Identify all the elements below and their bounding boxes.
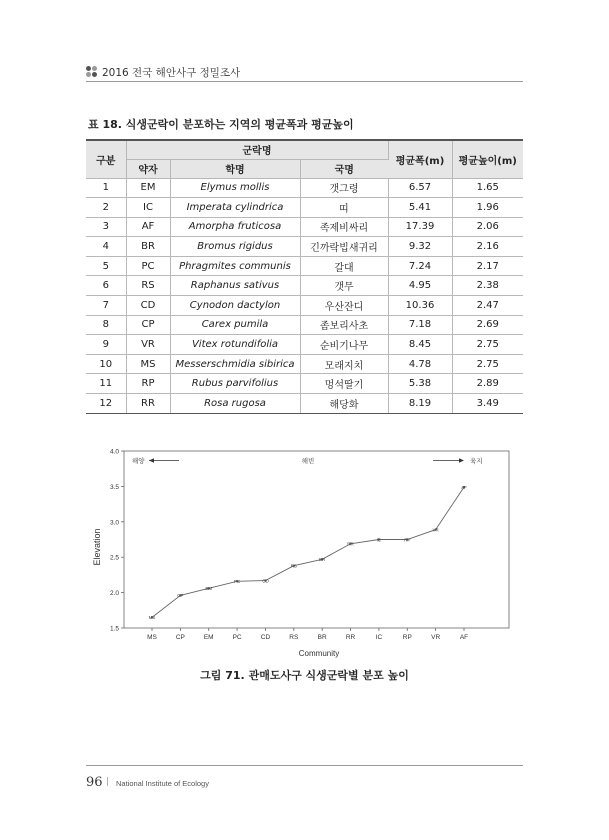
x-tick-label: RR [345, 634, 356, 641]
cell-scientific-name: Vitex rotundifolia [170, 335, 300, 355]
cell-number: 11 [86, 374, 126, 394]
cell-scientific-name: Bromus rigidus [170, 237, 300, 257]
cell-avg-width: 8.19 [388, 394, 452, 414]
x-tick-label: AF [459, 634, 469, 641]
community-table [86, 139, 523, 414]
cell-number: 7 [86, 296, 126, 316]
cell-scientific-name: Messerschmidia sibirica [170, 354, 300, 374]
x-tick-label: CP [175, 634, 185, 641]
x-tick-label: CD [260, 634, 271, 641]
cell-korean-name: 모래지치 [300, 354, 388, 374]
cell-abbr: BR [126, 237, 170, 257]
header-category: 구분 [86, 140, 126, 178]
y-tick-label: 3.0 [109, 519, 119, 527]
header-avg-width: 평균폭(m) [388, 140, 452, 178]
annotation-beach: 해빈 [301, 457, 315, 465]
cell-avg-height: 2.17 [452, 256, 523, 276]
page-number: 96 [86, 775, 103, 790]
cell-avg-height: 2.75 [452, 354, 523, 374]
cell-avg-width: 5.41 [388, 198, 452, 218]
cell-avg-width: 7.24 [388, 256, 452, 276]
cell-avg-height: 1.96 [452, 198, 523, 218]
y-tick-label: 2.0 [109, 590, 119, 598]
table-row [86, 276, 523, 296]
table-row [86, 296, 523, 316]
chart-x-ticks [147, 628, 468, 641]
chart-series-line [152, 487, 464, 617]
footer-rule [86, 765, 523, 766]
y-tick-label: 1.5 [109, 625, 119, 633]
x-tick-label: EM [203, 634, 214, 641]
cell-avg-height: 2.69 [452, 315, 523, 335]
cell-scientific-name: Imperata cylindrica [170, 198, 300, 218]
cell-avg-height: 2.75 [452, 335, 523, 355]
chart-y-ticks [110, 449, 124, 633]
chart-y-axis-label: Elevation [92, 528, 102, 566]
cell-avg-height: 1.65 [452, 178, 523, 198]
running-header [86, 64, 523, 82]
cell-number: 4 [86, 237, 126, 257]
x-tick-label: BR [317, 634, 327, 641]
header-scientific: 학명 [170, 159, 300, 178]
x-tick-label: RP [402, 634, 412, 641]
cell-number: 1 [86, 178, 126, 198]
data-point-label: EM [205, 586, 213, 592]
cell-abbr: MS [126, 354, 170, 374]
cell-scientific-name: Amorpha fruticosa [170, 217, 300, 237]
elevation-chart [86, 446, 523, 661]
x-tick-label: MS [147, 634, 157, 641]
cell-number: 5 [86, 256, 126, 276]
chart-x-axis-label: Community [298, 649, 340, 658]
cell-abbr: PC [126, 256, 170, 276]
data-point-label: CD [262, 578, 269, 584]
cell-avg-height: 2.38 [452, 276, 523, 296]
cell-korean-name: 갈대 [300, 256, 388, 276]
data-point-label: PC [233, 579, 241, 585]
cell-number: 9 [86, 335, 126, 355]
cell-korean-name: 우산잔디 [300, 296, 388, 316]
cell-abbr: AF [126, 217, 170, 237]
table-row [86, 256, 523, 276]
cell-avg-width: 5.38 [388, 374, 452, 394]
data-point-label: VR [432, 527, 439, 533]
cell-abbr: RS [126, 276, 170, 296]
cell-avg-height: 2.89 [452, 374, 523, 394]
cell-abbr: RR [126, 394, 170, 414]
cell-number: 6 [86, 276, 126, 296]
plot-area-border [124, 451, 509, 628]
x-tick-label: IC [375, 634, 383, 641]
arrow-left-icon [149, 458, 154, 462]
table-row [86, 354, 523, 374]
cell-avg-width: 9.32 [388, 237, 452, 257]
cell-scientific-name: Carex pumila [170, 315, 300, 335]
running-header-title: 2016 전국 해안사구 정밀조사 [102, 67, 241, 79]
x-tick-label: RS [289, 634, 299, 641]
cell-scientific-name: Rubus parvifolius [170, 374, 300, 394]
header-avg-height: 평균높이(m) [452, 140, 523, 178]
table-title: 표 18. 식생군락이 분포하는 지역의 평균폭과 평균높이 [88, 118, 354, 131]
y-tick-label: 3.5 [109, 483, 119, 491]
cell-korean-name: 긴까락빕새귀리 [300, 237, 388, 257]
annotation-sea: 해양 [132, 457, 145, 465]
cell-scientific-name: Raphanus sativus [170, 276, 300, 296]
footer-separator: | [106, 777, 110, 787]
data-point-label: MS [148, 615, 156, 621]
data-point-label: RP [404, 537, 411, 543]
table-row [86, 198, 523, 218]
cell-korean-name: 순비기나무 [300, 335, 388, 355]
cell-avg-width: 4.78 [388, 354, 452, 374]
cell-avg-width: 10.36 [388, 296, 452, 316]
data-point-label: BR [319, 557, 326, 563]
table-row [86, 315, 523, 335]
data-point-label: AF [461, 484, 467, 490]
cell-korean-name: 해당화 [300, 394, 388, 414]
cell-korean-name: 갯무 [300, 276, 388, 296]
y-tick-label: 2.5 [109, 554, 119, 562]
cell-korean-name: 좀보리사초 [300, 315, 388, 335]
cell-scientific-name: Rosa rugosa [170, 394, 300, 414]
header-community-group: 군락명 [126, 140, 388, 159]
x-tick-label: PC [232, 634, 242, 641]
cell-scientific-name: Phragmites communis [170, 256, 300, 276]
data-point-label: IC [376, 537, 382, 543]
cell-abbr: IC [126, 198, 170, 218]
series-line [152, 487, 464, 617]
cell-avg-width: 8.45 [388, 335, 452, 355]
cell-korean-name: 갯그령 [300, 178, 388, 198]
cell-abbr: VR [126, 335, 170, 355]
chart-annotations [132, 456, 483, 465]
cell-korean-name: 멍석딸기 [300, 374, 388, 394]
cell-number: 8 [86, 315, 126, 335]
cell-scientific-name: Cynodon dactylon [170, 296, 300, 316]
figure-caption: 그림 71. 관매도사구 식생군락별 분포 높이 [200, 669, 409, 682]
cell-korean-name: 띠 [300, 198, 388, 218]
cell-number: 12 [86, 394, 126, 414]
cell-avg-height: 2.47 [452, 296, 523, 316]
chart-points [149, 485, 467, 620]
cell-abbr: EM [126, 178, 170, 198]
table-row [86, 178, 523, 198]
elevation-chart-svg [86, 446, 523, 661]
table-row [86, 394, 523, 414]
cell-abbr: CD [126, 296, 170, 316]
table-row [86, 237, 523, 257]
cell-number: 10 [86, 354, 126, 374]
chart-frame [124, 451, 509, 628]
x-tick-label: VR [431, 634, 441, 641]
table-body [86, 178, 523, 413]
footer-organization: National Institute of Ecology [116, 779, 209, 788]
cell-scientific-name: Elymus mollis [170, 178, 300, 198]
cell-number: 2 [86, 198, 126, 218]
cell-abbr: RP [126, 374, 170, 394]
annotation-land: 육지 [470, 457, 483, 465]
cell-avg-height: 3.49 [452, 394, 523, 414]
data-point-label: RS [290, 563, 297, 569]
data-point-label: CP [177, 593, 184, 599]
header-abbr: 약자 [126, 159, 170, 178]
data-point-label: RR [347, 541, 354, 547]
cell-avg-width: 17.39 [388, 217, 452, 237]
table-row [86, 335, 523, 355]
cell-korean-name: 족제비싸리 [300, 217, 388, 237]
table-row [86, 217, 523, 237]
cell-avg-width: 7.18 [388, 315, 452, 335]
cell-avg-height: 2.06 [452, 217, 523, 237]
bullet-dots-icon [86, 66, 98, 78]
table-row [86, 374, 523, 394]
cell-avg-width: 4.95 [388, 276, 452, 296]
header-korean: 국명 [300, 159, 388, 178]
cell-abbr: CP [126, 315, 170, 335]
cell-avg-width: 6.57 [388, 178, 452, 198]
y-tick-label: 4.0 [109, 448, 119, 456]
cell-number: 3 [86, 217, 126, 237]
cell-avg-height: 2.16 [452, 237, 523, 257]
arrow-right-icon [459, 458, 464, 462]
